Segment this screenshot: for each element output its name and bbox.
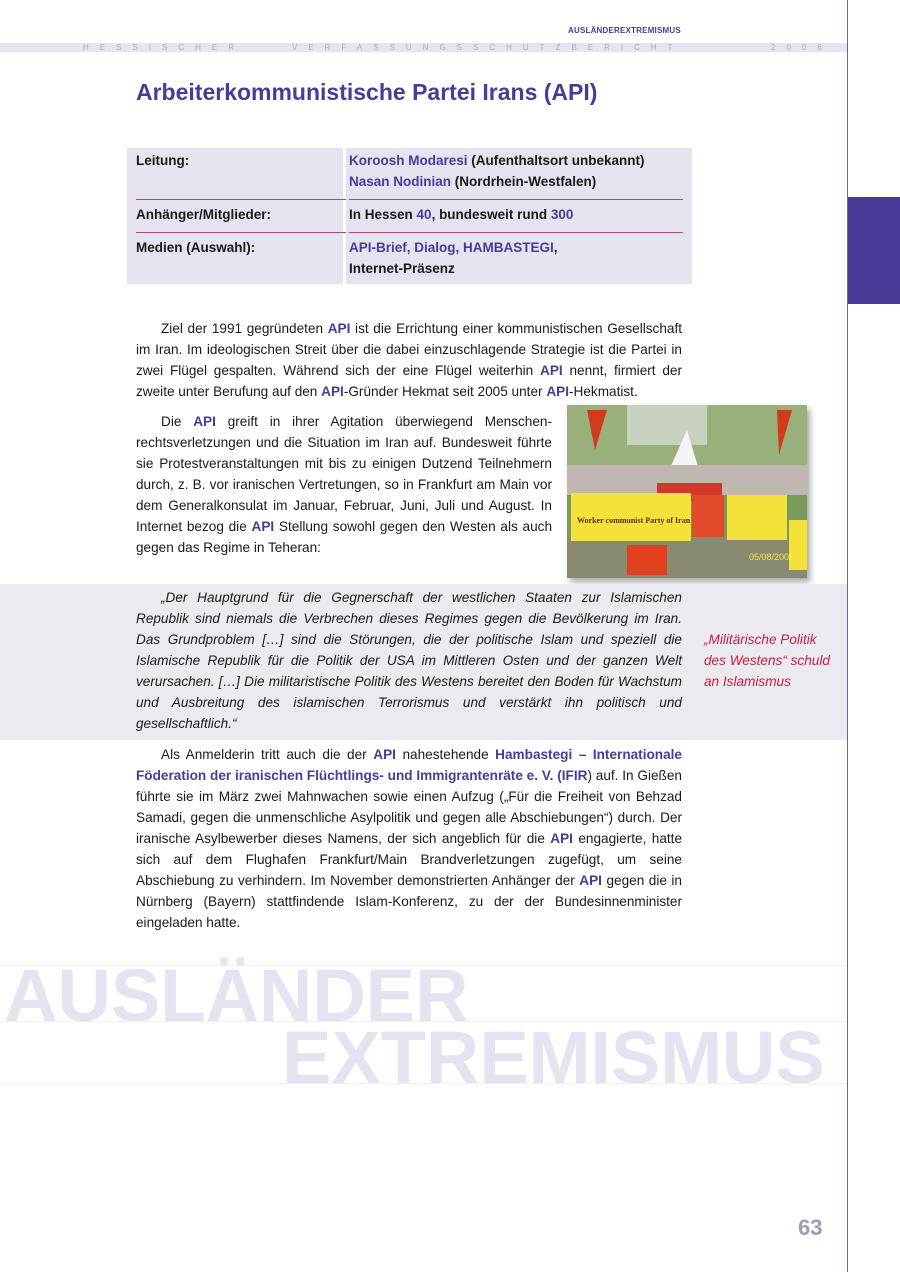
value-line <box>349 171 683 192</box>
text-run: Stellung sowohl gegen den Westen als auch gegen das Regime in Teheran: <box>136 519 552 555</box>
fact-label: Medien (Auswahl): <box>136 232 346 258</box>
value-line <box>349 204 683 225</box>
highlighted-term: API <box>540 363 563 378</box>
photo-banner-text: Worker communist Party of Iran <box>577 516 691 525</box>
text-run: (Nordrhein-Westfalen) <box>451 174 597 189</box>
highlighted-term: API <box>193 414 216 429</box>
text-run: ) auf. In Gießen führte sie im März zwei Mahnwachen sowie einen Aufzug („Für die Freiheit von Behzad Samadi, gegen die unmenschliche Asylpolitik und gegen alle Abschiebungen“) durch. Der iranische Asylbewerber dieses Namens, der sich angeblich für die <box>136 768 682 846</box>
value-line <box>349 237 683 258</box>
fact-value-cell <box>346 230 692 284</box>
text-run: Als Anmelderin tritt auch die der <box>161 747 374 762</box>
text-run: greift in ihrer Agitation überwiegend Menschenrechtsverletzungen und die Situation im Iran auf. Bundesweit führte sie Protestveranstaltungen mit bis zu einigen Dutzend Teilnehmern durch, z. B. vor iranischen Vertretungen, so in Frankfurt am Main vor dem Generalkonsulat im Januar, Februar, Juni, Juli und August. In Internet bezog die <box>136 414 552 534</box>
highlighted-term: API <box>373 747 396 762</box>
watermark-line-1: AUSLÄNDER <box>4 954 469 1037</box>
text-run: Internet-Präsenz <box>349 261 455 276</box>
fact-label-cell <box>127 197 343 230</box>
page-number: 63 <box>798 1215 823 1240</box>
fact-value <box>349 232 683 279</box>
text-run: , <box>553 240 558 255</box>
photo-image <box>567 405 807 578</box>
highlighted-term: Hambastegi – Internationale Föderation der iranischen Flüchtlings- und Immigrantenräte e. V. (IFIR <box>136 747 682 783</box>
text-run: nahestehende <box>395 747 496 762</box>
page-title: Arbeiterkommunistische Partei Irans (API) <box>136 79 598 105</box>
text-run: „Der Hauptgrund für die Gegnerschaft der westlichen Staaten zur Islamischen Republik sind niemals die Verbrechen dieses Regimes gegen die Bevölkerung im Iran. Das Grundproblem […] sind die Störungen, die der politische Islam und speziell die Islamische Republik für die Politik der USA im Mittleren Osten und der ganzen Welt verursachen. […] Die militaristische Politik des Westens bereitet den Boden für Wachstum und Ausbreitung des islamischen Terrorismus und verstärkt ihn politisch und gesellschaftlich.“ <box>136 590 682 731</box>
fact-row-leitung <box>127 148 692 197</box>
highlighted-term: API <box>251 519 275 534</box>
running-header-mid: VERFASSUNGSSCHUTZBERICHT <box>292 43 684 52</box>
margin-note: „Militärische Politik des Westens“ schuld an Islamismus <box>704 632 830 689</box>
fact-value-cell <box>346 197 692 230</box>
text-run: Die <box>161 414 194 429</box>
value-line <box>349 258 683 279</box>
fact-row-members <box>127 197 692 230</box>
text-run: ist die Errichtung einer kommunistischen Gesellschaft im Iran. Im ideologischen Streit über die dabei einzuschlagende Strategie ist die Partei in zwei Flügel gespalten. Während sich der eine Flügel weiterhin <box>136 321 683 378</box>
paragraph-1 <box>136 318 682 402</box>
text-run: -Gründer Hekmat seit 2005 unter <box>343 384 547 399</box>
highlighted-term: API <box>321 384 344 399</box>
text-run: In Hessen <box>349 207 417 222</box>
quote-band <box>0 584 847 740</box>
fact-table <box>127 148 692 284</box>
text-run: -Hekmatist. <box>569 384 638 399</box>
value-line <box>349 150 683 171</box>
quotation <box>136 587 682 734</box>
highlighted-term: 40 <box>416 207 432 222</box>
fact-label: Leitung: <box>136 153 190 168</box>
highlighted-term: Koroosh Modaresi <box>349 153 468 168</box>
protest-photo <box>567 405 807 578</box>
section-header: AUSLÄNDEREXTREMISMUS <box>568 26 681 35</box>
text-run: Ziel der 1991 gegründeten <box>161 321 328 336</box>
photo-date-stamp: 05/08/2005 <box>749 552 795 562</box>
watermark <box>0 954 847 1099</box>
fact-value <box>349 199 683 225</box>
margin-rule <box>847 0 848 1272</box>
fact-row-media <box>127 230 692 284</box>
highlighted-term: 300 <box>550 207 574 222</box>
body-column <box>4 318 830 1099</box>
fact-label-cell <box>127 148 343 197</box>
text-run: engagierte, hatte sich auf dem Flughafen Frankfurt/Main Brandverletzungen zugefügt, um seine Abschiebung zu verhindern. Im November demonstrierten Anhänger der <box>136 831 682 888</box>
text-run: , bundesweit rund <box>431 207 551 222</box>
highlighted-term: API <box>579 873 602 888</box>
text-run: nennt, firmiert der zweite unter Berufung auf den <box>136 363 682 399</box>
fact-value <box>349 150 683 192</box>
text-run: gegen die in Nürnberg (Bayern) stattfindende Islam-Konferenz, zu der der Bundesinnenminister eingeladen hatte. <box>136 873 682 930</box>
highlighted-term: Nasan Nodinian <box>349 174 452 189</box>
running-header-year: 2006 <box>771 43 833 52</box>
paragraph-3 <box>136 744 682 933</box>
highlighted-term: API <box>546 384 569 399</box>
highlighted-term: API <box>327 321 351 336</box>
running-header-left: HESSISCHER <box>83 43 246 52</box>
highlighted-term: API <box>550 831 573 846</box>
running-header-band <box>0 43 847 52</box>
chapter-tab <box>848 197 900 304</box>
fact-label-cell <box>127 230 343 284</box>
highlighted-term: API-Brief, Dialog, HAMBASTEGI <box>349 240 554 255</box>
fact-value-cell <box>346 148 692 197</box>
fact-label: Anhänger/Mitglieder: <box>136 199 346 225</box>
text-run: (Aufenthaltsort unbekannt) <box>467 153 645 168</box>
watermark-line-2: EXTREMISMUS <box>282 1016 825 1099</box>
